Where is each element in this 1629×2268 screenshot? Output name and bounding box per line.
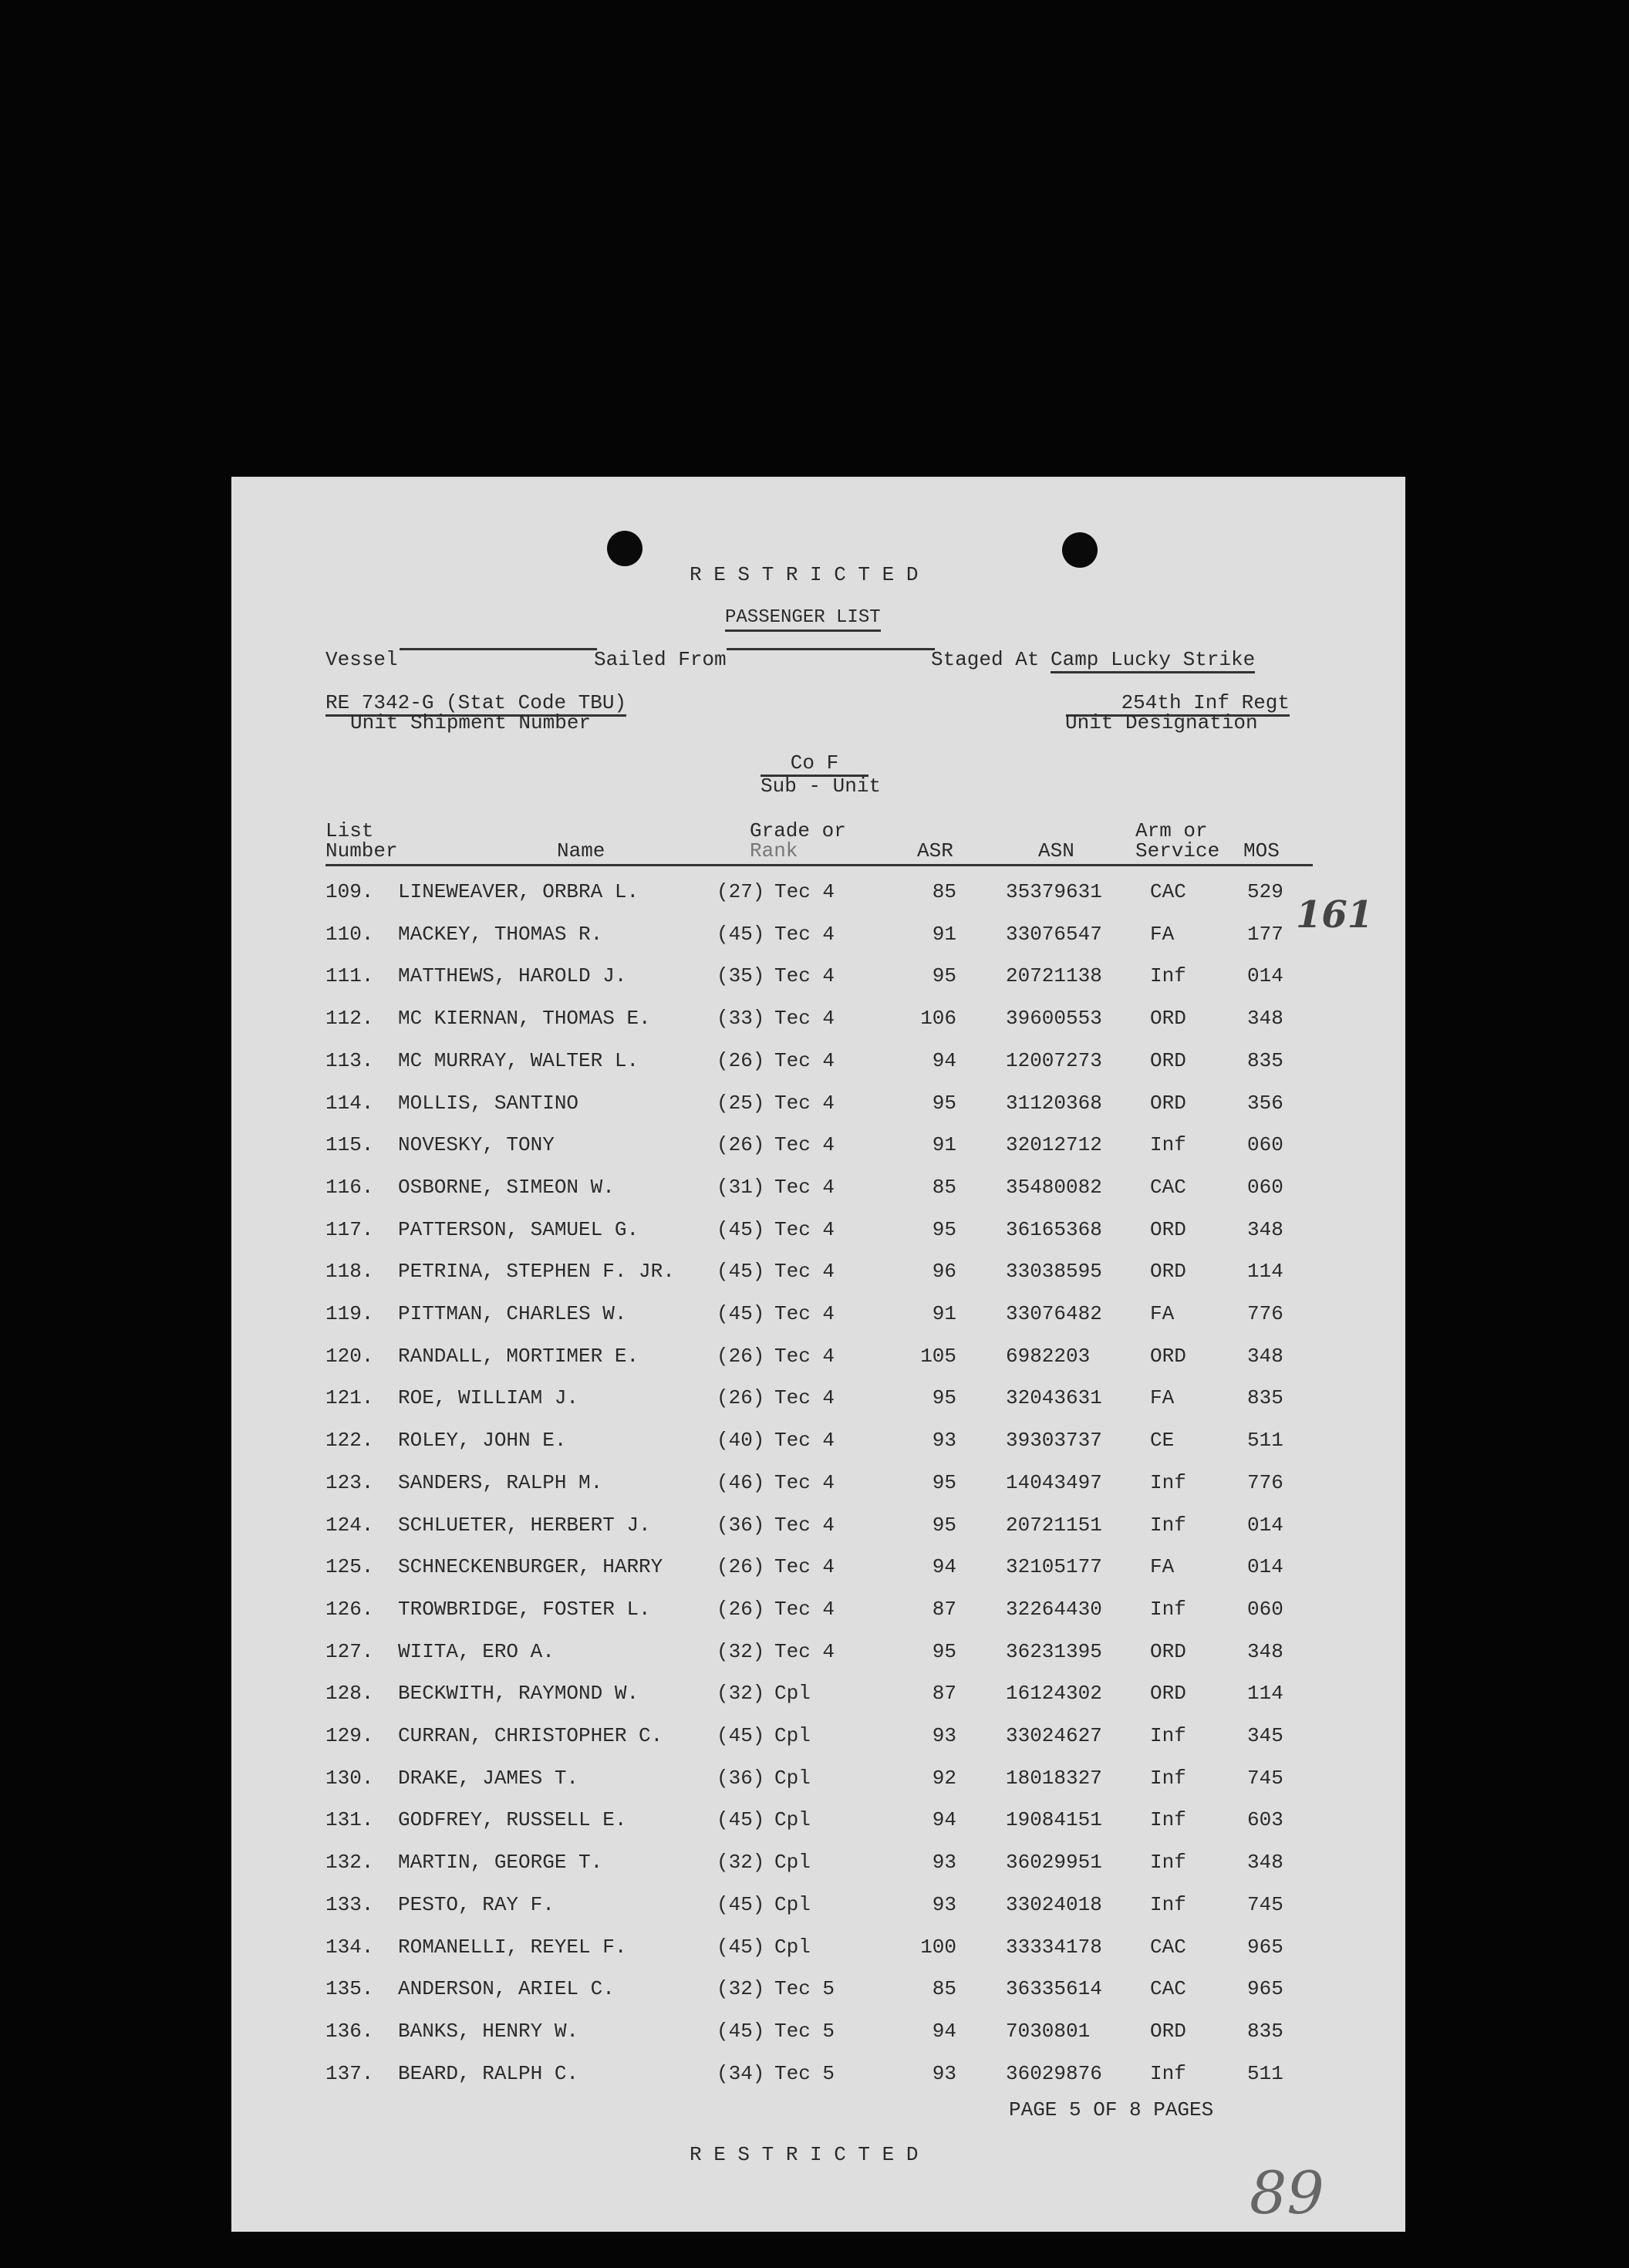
table-row — [231, 1133, 1405, 1156]
mos: 345 — [1247, 1724, 1283, 1747]
rank: Tec 4 — [774, 1260, 835, 1284]
passenger-name: LINEWEAVER, ORBRA L. — [398, 880, 639, 903]
arm-of-service: CAC — [1150, 880, 1186, 903]
mos: 776 — [1247, 1302, 1283, 1325]
list-number: 121. — [325, 1386, 374, 1410]
age: (36) — [717, 1513, 765, 1537]
list-number: 111. — [325, 964, 374, 988]
asn: 33334178 — [1006, 1935, 1102, 1959]
arm-of-service: ORD — [1150, 1217, 1186, 1241]
passenger-name: CURRAN, CHRISTOPHER C. — [398, 1724, 663, 1747]
table-row — [231, 1345, 1405, 1368]
asn: 31120368 — [1006, 1091, 1102, 1115]
passenger-name: RANDALL, MORTIMER E. — [398, 1344, 639, 1368]
rank: Tec 4 — [774, 1302, 835, 1325]
staged-at-value: Camp Lucky Strike — [1051, 648, 1255, 673]
mos: 835 — [1247, 1386, 1283, 1410]
asn: 32043631 — [1006, 1386, 1102, 1410]
rank: Tec 4 — [774, 1429, 835, 1453]
rank: Tec 4 — [774, 922, 835, 946]
col-asn-label: ASN — [1038, 839, 1074, 862]
asn: 39600553 — [1006, 1007, 1102, 1031]
mos: 529 — [1247, 880, 1283, 903]
mos: 014 — [1247, 964, 1283, 988]
asn: 33076547 — [1006, 922, 1102, 946]
age: (45) — [717, 1217, 765, 1241]
age: (35) — [717, 964, 765, 988]
asr: 93 — [932, 1429, 956, 1453]
rank: Tec 4 — [774, 1133, 835, 1157]
arm-of-service: FA — [1150, 1302, 1175, 1325]
col-asr-label: ASR — [917, 839, 953, 862]
asn: 7030801 — [1006, 2019, 1091, 2043]
arm-of-service: ORD — [1150, 1091, 1186, 1115]
passenger-name: MATTHEWS, HAROLD J. — [398, 964, 627, 988]
asn: 33024018 — [1006, 1892, 1102, 1916]
arm-of-service: Inf — [1150, 2061, 1186, 2085]
table-row — [231, 1176, 1405, 1199]
handwritten-page-number: 89 — [1250, 2158, 1324, 2227]
asn: 36029951 — [1006, 1851, 1102, 1875]
arm-of-service: ORD — [1150, 1344, 1186, 1368]
vessel-value — [400, 648, 597, 650]
rank: Cpl — [774, 1892, 811, 1916]
list-number: 119. — [325, 1302, 374, 1325]
list-number: 115. — [325, 1133, 374, 1157]
asr: 85 — [932, 1175, 956, 1199]
list-number: 126. — [325, 1597, 374, 1621]
passenger-name: BEARD, RALPH C. — [398, 2061, 579, 2085]
passenger-name: PITTMAN, CHARLES W. — [398, 1302, 627, 1325]
mos: 114 — [1247, 1260, 1283, 1284]
asn: 35480082 — [1006, 1175, 1102, 1199]
asr: 91 — [932, 1302, 956, 1325]
age: (27) — [717, 880, 765, 903]
arm-of-service: Inf — [1150, 1808, 1186, 1832]
arm-of-service: Inf — [1150, 1892, 1186, 1916]
col-rank-label: Rank — [750, 839, 798, 862]
passenger-name: ROMANELLI, REYEL F. — [398, 1935, 627, 1959]
rank: Tec 4 — [774, 964, 835, 988]
list-number: 137. — [325, 2061, 374, 2085]
list-number: 123. — [325, 1470, 374, 1494]
passenger-name: ANDERSON, ARIEL C. — [398, 1977, 615, 2001]
shipment-number: RE 7342-G (Stat Code TBU) — [325, 691, 626, 717]
mos: 060 — [1247, 1175, 1283, 1199]
list-number: 124. — [325, 1513, 374, 1537]
table-row — [231, 1386, 1405, 1409]
passenger-name: PATTERSON, SAMUEL G. — [398, 1217, 639, 1241]
asr: 93 — [932, 1892, 956, 1916]
table-row — [231, 1598, 1405, 1621]
list-number: 132. — [325, 1851, 374, 1875]
asr: 94 — [932, 1555, 956, 1579]
shipment-number-label: Unit Shipment Number — [350, 711, 592, 734]
mos: 348 — [1247, 1851, 1283, 1875]
rank: Tec 4 — [774, 880, 835, 903]
age: (45) — [717, 922, 765, 946]
asn: 33024627 — [1006, 1724, 1102, 1747]
asr: 105 — [920, 1344, 956, 1368]
arm-of-service: Inf — [1150, 1133, 1186, 1157]
age: (45) — [717, 1892, 765, 1916]
list-number: 131. — [325, 1808, 374, 1832]
age: (45) — [717, 1935, 765, 1959]
arm-of-service: ORD — [1150, 1639, 1186, 1663]
document-page — [231, 477, 1405, 2232]
mos: 603 — [1247, 1808, 1283, 1832]
arm-of-service: ORD — [1150, 1007, 1186, 1031]
passenger-name: NOVESKY, TONY — [398, 1133, 555, 1157]
rank: Cpl — [774, 1724, 811, 1747]
col-mos-label: MOS — [1243, 839, 1280, 862]
mos: 348 — [1247, 1217, 1283, 1241]
table-row — [231, 1851, 1405, 1874]
arm-of-service: ORD — [1150, 1048, 1186, 1072]
arm-of-service: FA — [1150, 922, 1175, 946]
arm-of-service: ORD — [1150, 2019, 1186, 2043]
rank: Cpl — [774, 1808, 811, 1832]
table-row — [231, 1555, 1405, 1578]
mos: 014 — [1247, 1513, 1283, 1537]
passenger-name: SANDERS, RALPH M. — [398, 1470, 603, 1494]
table-row — [231, 880, 1405, 903]
sailed-from-value — [727, 648, 935, 650]
age: (31) — [717, 1175, 765, 1199]
handwritten-stamp-number: 161 — [1296, 893, 1374, 937]
passenger-name: PESTO, RAY F. — [398, 1892, 555, 1916]
arm-of-service: Inf — [1150, 1597, 1186, 1621]
asr: 96 — [932, 1260, 956, 1284]
asn: 19084151 — [1006, 1808, 1102, 1832]
arm-of-service: CAC — [1150, 1175, 1186, 1199]
asr: 95 — [932, 964, 956, 988]
arm-of-service: Inf — [1150, 1851, 1186, 1875]
age: (45) — [717, 1724, 765, 1747]
passenger-name: SCHNECKENBURGER, HARRY — [398, 1555, 663, 1579]
asn: 36335614 — [1006, 1977, 1102, 2001]
table-row — [231, 1767, 1405, 1790]
table-row — [231, 1007, 1405, 1030]
asn: 20721138 — [1006, 964, 1102, 988]
table-row — [231, 1429, 1405, 1452]
list-number: 136. — [325, 2019, 374, 2043]
asn: 32264430 — [1006, 1597, 1102, 1621]
age: (45) — [717, 1260, 765, 1284]
asr: 95 — [932, 1513, 956, 1537]
header-divider — [325, 864, 1313, 866]
table-row — [231, 1302, 1405, 1325]
mos: 835 — [1247, 1048, 1283, 1072]
table-row — [231, 1893, 1405, 1916]
age: (26) — [717, 1133, 765, 1157]
rank: Tec 4 — [774, 1007, 835, 1031]
list-number: 122. — [325, 1429, 374, 1453]
table-row — [231, 1977, 1405, 2000]
asn: 14043497 — [1006, 1470, 1102, 1494]
asn: 32012712 — [1006, 1133, 1102, 1157]
arm-of-service: FA — [1150, 1386, 1175, 1410]
table-row — [231, 1260, 1405, 1283]
asr: 100 — [920, 1935, 956, 1959]
arm-of-service: CAC — [1150, 1977, 1186, 2001]
rank: Tec 4 — [774, 1386, 835, 1410]
col-number-label: Number — [325, 839, 398, 862]
asr: 93 — [932, 2061, 956, 2085]
list-number: 133. — [325, 1892, 374, 1916]
list-number: 134. — [325, 1935, 374, 1959]
col-name-label: Name — [557, 839, 605, 862]
vessel-label: Vessel — [325, 648, 398, 671]
asr: 91 — [932, 1133, 956, 1157]
rank: Tec 4 — [774, 1344, 835, 1368]
page-info: PAGE 5 OF 8 PAGES — [1009, 2098, 1214, 2121]
asn: 35379631 — [1006, 880, 1102, 903]
table-row — [231, 1514, 1405, 1537]
rank: Tec 4 — [774, 1217, 835, 1241]
mos: 511 — [1247, 2061, 1283, 2085]
asn: 18018327 — [1006, 1766, 1102, 1790]
asr: 94 — [932, 2019, 956, 2043]
table-row — [231, 1471, 1405, 1494]
age: (32) — [717, 1639, 765, 1663]
asn: 16124302 — [1006, 1682, 1102, 1706]
age: (32) — [717, 1682, 765, 1706]
asn: 39303737 — [1006, 1429, 1102, 1453]
age: (40) — [717, 1429, 765, 1453]
rank: Tec 5 — [774, 2061, 835, 2085]
list-number: 116. — [325, 1175, 374, 1199]
arm-of-service: CE — [1150, 1429, 1175, 1453]
sub-unit-label: Sub - Unit — [761, 775, 882, 798]
mos: 745 — [1247, 1766, 1283, 1790]
restricted-bottom: R E S T R I C T E D — [690, 2143, 919, 2166]
passenger-name: WIITA, ERO A. — [398, 1639, 555, 1663]
asr: 95 — [932, 1217, 956, 1241]
table-row — [231, 1724, 1405, 1747]
arm-of-service: Inf — [1150, 1513, 1186, 1537]
arm-of-service: Inf — [1150, 1470, 1186, 1494]
passenger-name: MC MURRAY, WALTER L. — [398, 1048, 639, 1072]
mos: 348 — [1247, 1007, 1283, 1031]
age: (32) — [717, 1977, 765, 2001]
age: (26) — [717, 1344, 765, 1368]
table-row — [231, 1682, 1405, 1705]
rank: Cpl — [774, 1935, 811, 1959]
asn: 12007273 — [1006, 1048, 1102, 1072]
arm-of-service: Inf — [1150, 964, 1186, 988]
rank: Tec 4 — [774, 1597, 835, 1621]
unit-designation-label: Unit Designation — [1065, 711, 1258, 734]
passenger-name: OSBORNE, SIMEON W. — [398, 1175, 615, 1199]
age: (46) — [717, 1470, 765, 1494]
asr: 95 — [932, 1386, 956, 1410]
age: (26) — [717, 1048, 765, 1072]
list-number: 120. — [325, 1344, 374, 1368]
asr: 87 — [932, 1682, 956, 1706]
list-number: 112. — [325, 1007, 374, 1031]
age: (32) — [717, 1851, 765, 1875]
rank: Tec 4 — [774, 1470, 835, 1494]
table-row — [231, 1049, 1405, 1072]
rank: Tec 5 — [774, 2019, 835, 2043]
mos: 835 — [1247, 2019, 1283, 2043]
mos: 745 — [1247, 1892, 1283, 1916]
asr: 94 — [932, 1808, 956, 1832]
mos: 114 — [1247, 1682, 1283, 1706]
passenger-name: ROLEY, JOHN E. — [398, 1429, 567, 1453]
rank: Cpl — [774, 1766, 811, 1790]
age: (34) — [717, 2061, 765, 2085]
asr: 95 — [932, 1470, 956, 1494]
document-title: PASSENGER LIST — [725, 606, 881, 632]
table-row — [231, 1092, 1405, 1115]
list-number: 135. — [325, 1977, 374, 2001]
age: (36) — [717, 1766, 765, 1790]
arm-of-service: CAC — [1150, 1935, 1186, 1959]
col-list-label: List — [325, 819, 374, 842]
asn: 6982203 — [1006, 1344, 1091, 1368]
table-row — [231, 1936, 1405, 1959]
passenger-name: SCHLUETER, HERBERT J. — [398, 1513, 651, 1537]
arm-of-service: Inf — [1150, 1724, 1186, 1747]
passenger-name: DRAKE, JAMES T. — [398, 1766, 579, 1790]
age: (45) — [717, 1808, 765, 1832]
punch-hole — [607, 531, 642, 566]
asr: 93 — [932, 1851, 956, 1875]
rank: Tec 5 — [774, 1977, 835, 2001]
rank: Tec 4 — [774, 1175, 835, 1199]
list-number: 128. — [325, 1682, 374, 1706]
passenger-name: ROE, WILLIAM J. — [398, 1386, 579, 1410]
asr: 91 — [932, 922, 956, 946]
passenger-name: MARTIN, GEORGE T. — [398, 1851, 603, 1875]
arm-of-service: Inf — [1150, 1766, 1186, 1790]
mos: 356 — [1247, 1091, 1283, 1115]
age: (33) — [717, 1007, 765, 1031]
asr: 85 — [932, 880, 956, 903]
list-number: 110. — [325, 922, 374, 946]
asn: 36029876 — [1006, 2061, 1102, 2085]
mos: 348 — [1247, 1344, 1283, 1368]
table-row — [231, 923, 1405, 946]
table-row — [231, 2062, 1405, 2085]
arm-of-service: ORD — [1150, 1682, 1186, 1706]
asn: 33076482 — [1006, 1302, 1102, 1325]
mos: 965 — [1247, 1977, 1283, 2001]
asn: 36165368 — [1006, 1217, 1102, 1241]
table-row — [231, 1808, 1405, 1831]
staged-at-label: Staged At — [931, 648, 1040, 671]
passenger-name: TROWBRIDGE, FOSTER L. — [398, 1597, 651, 1621]
col-grade-label: Grade or — [750, 819, 846, 842]
rank: Tec 4 — [774, 1555, 835, 1579]
mos: 965 — [1247, 1935, 1283, 1959]
mos: 776 — [1247, 1470, 1283, 1494]
passenger-name: MC KIERNAN, THOMAS E. — [398, 1007, 651, 1031]
col-arm-label: Arm or — [1135, 819, 1208, 842]
asr: 95 — [932, 1639, 956, 1663]
rank: Tec 4 — [774, 1513, 835, 1537]
asn: 20721151 — [1006, 1513, 1102, 1537]
table-row — [231, 2020, 1405, 2043]
mos: 177 — [1247, 922, 1283, 946]
sailed-from-label: Sailed From — [594, 648, 727, 671]
list-number: 130. — [325, 1766, 374, 1790]
list-number: 109. — [325, 880, 374, 903]
asn: 36231395 — [1006, 1639, 1102, 1663]
age: (45) — [717, 2019, 765, 2043]
table-row — [231, 1640, 1405, 1663]
list-number: 113. — [325, 1048, 374, 1072]
table-row — [231, 964, 1405, 987]
asr: 92 — [932, 1766, 956, 1790]
mos: 060 — [1247, 1133, 1283, 1157]
passenger-name: GODFREY, RUSSELL E. — [398, 1808, 627, 1832]
table-row — [231, 1218, 1405, 1241]
age: (26) — [717, 1555, 765, 1579]
asr: 106 — [920, 1007, 956, 1031]
rank: Tec 4 — [774, 1639, 835, 1663]
age: (26) — [717, 1597, 765, 1621]
list-number: 118. — [325, 1260, 374, 1284]
list-number: 129. — [325, 1724, 374, 1747]
sub-unit: Co F — [761, 751, 868, 777]
asr: 87 — [932, 1597, 956, 1621]
passenger-name: BECKWITH, RAYMOND W. — [398, 1682, 639, 1706]
mos: 511 — [1247, 1429, 1283, 1453]
passenger-name: BANKS, HENRY W. — [398, 2019, 579, 2043]
age: (25) — [717, 1091, 765, 1115]
age: (26) — [717, 1386, 765, 1410]
list-number: 127. — [325, 1639, 374, 1663]
asr: 94 — [932, 1048, 956, 1072]
mos: 014 — [1247, 1555, 1283, 1579]
unit-designation: 254th Inf Regt — [1066, 691, 1290, 717]
rank: Cpl — [774, 1682, 811, 1706]
punch-hole — [1062, 532, 1098, 568]
restricted-top: R E S T R I C T E D — [690, 563, 919, 586]
passenger-name: MACKEY, THOMAS R. — [398, 922, 603, 946]
arm-of-service: FA — [1150, 1555, 1175, 1579]
asr: 85 — [932, 1977, 956, 2001]
asr: 93 — [932, 1724, 956, 1747]
age: (45) — [717, 1302, 765, 1325]
passenger-name: PETRINA, STEPHEN F. JR. — [398, 1260, 675, 1284]
asn: 33038595 — [1006, 1260, 1102, 1284]
arm-of-service: ORD — [1150, 1260, 1186, 1284]
rank: Cpl — [774, 1851, 811, 1875]
mos: 060 — [1247, 1597, 1283, 1621]
passenger-name: MOLLIS, SANTINO — [398, 1091, 579, 1115]
mos: 348 — [1247, 1639, 1283, 1663]
asn: 32105177 — [1006, 1555, 1102, 1579]
col-service-label: Service — [1135, 839, 1220, 862]
asr: 95 — [932, 1091, 956, 1115]
list-number: 117. — [325, 1217, 374, 1241]
list-number: 114. — [325, 1091, 374, 1115]
list-number: 125. — [325, 1555, 374, 1579]
rank: Tec 4 — [774, 1048, 835, 1072]
rank: Tec 4 — [774, 1091, 835, 1115]
